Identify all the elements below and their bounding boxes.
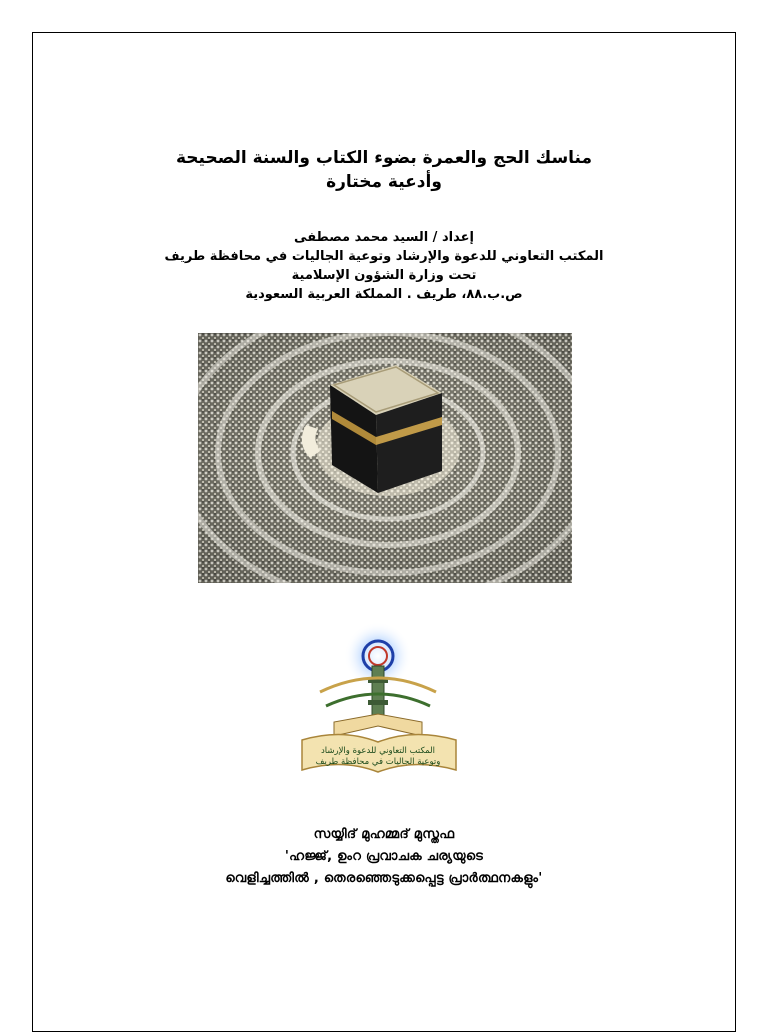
document-title [0,146,768,194]
office-logo-emblem [282,620,476,780]
author-line-3: تحت وزارة الشؤون الإسلامية [291,268,477,283]
malayalam-line-2: 'ഹജ്ജ്, ഉംറ പ്രവാചക ചര്യയുടെ [284,849,484,864]
author-line-2: المكتب التعاوني للدعوة والإرشاد وتوعية الجاليات في محافظة طريف [164,249,604,264]
author-info [0,228,768,304]
logo-text-line-2: وتوعية الجاليات في محافظة طريف [315,757,441,767]
kaaba-photo [198,333,572,583]
logo-text-line-1: المكتب التعاوني للدعوة والإرشاد [320,746,436,756]
title-line-2: وأدعية مختارة [326,172,442,192]
malayalam-line-3: വെളിച്ചത്തിൽ , തെരഞ്ഞെടുക്കപ്പെട്ട പ്രാർത്ഥനകളും' [225,871,543,886]
kaaba-photo-illustration [198,333,572,583]
malayalam-title [0,824,768,890]
title-line-1: مناسك الحج والعمرة بضوء الكتاب والسنة الصحيحة [175,148,593,168]
office-logo [282,620,476,780]
malayalam-line-1: സയ്യിദ് മുഹമ്മദ് മുസ്തഫ [313,827,455,842]
author-line-1: إعداد / السيد محمد مصطفى [294,230,474,245]
author-line-4: ص.ب.٨٨، طريف . المملكة العربية السعودية [245,287,523,302]
